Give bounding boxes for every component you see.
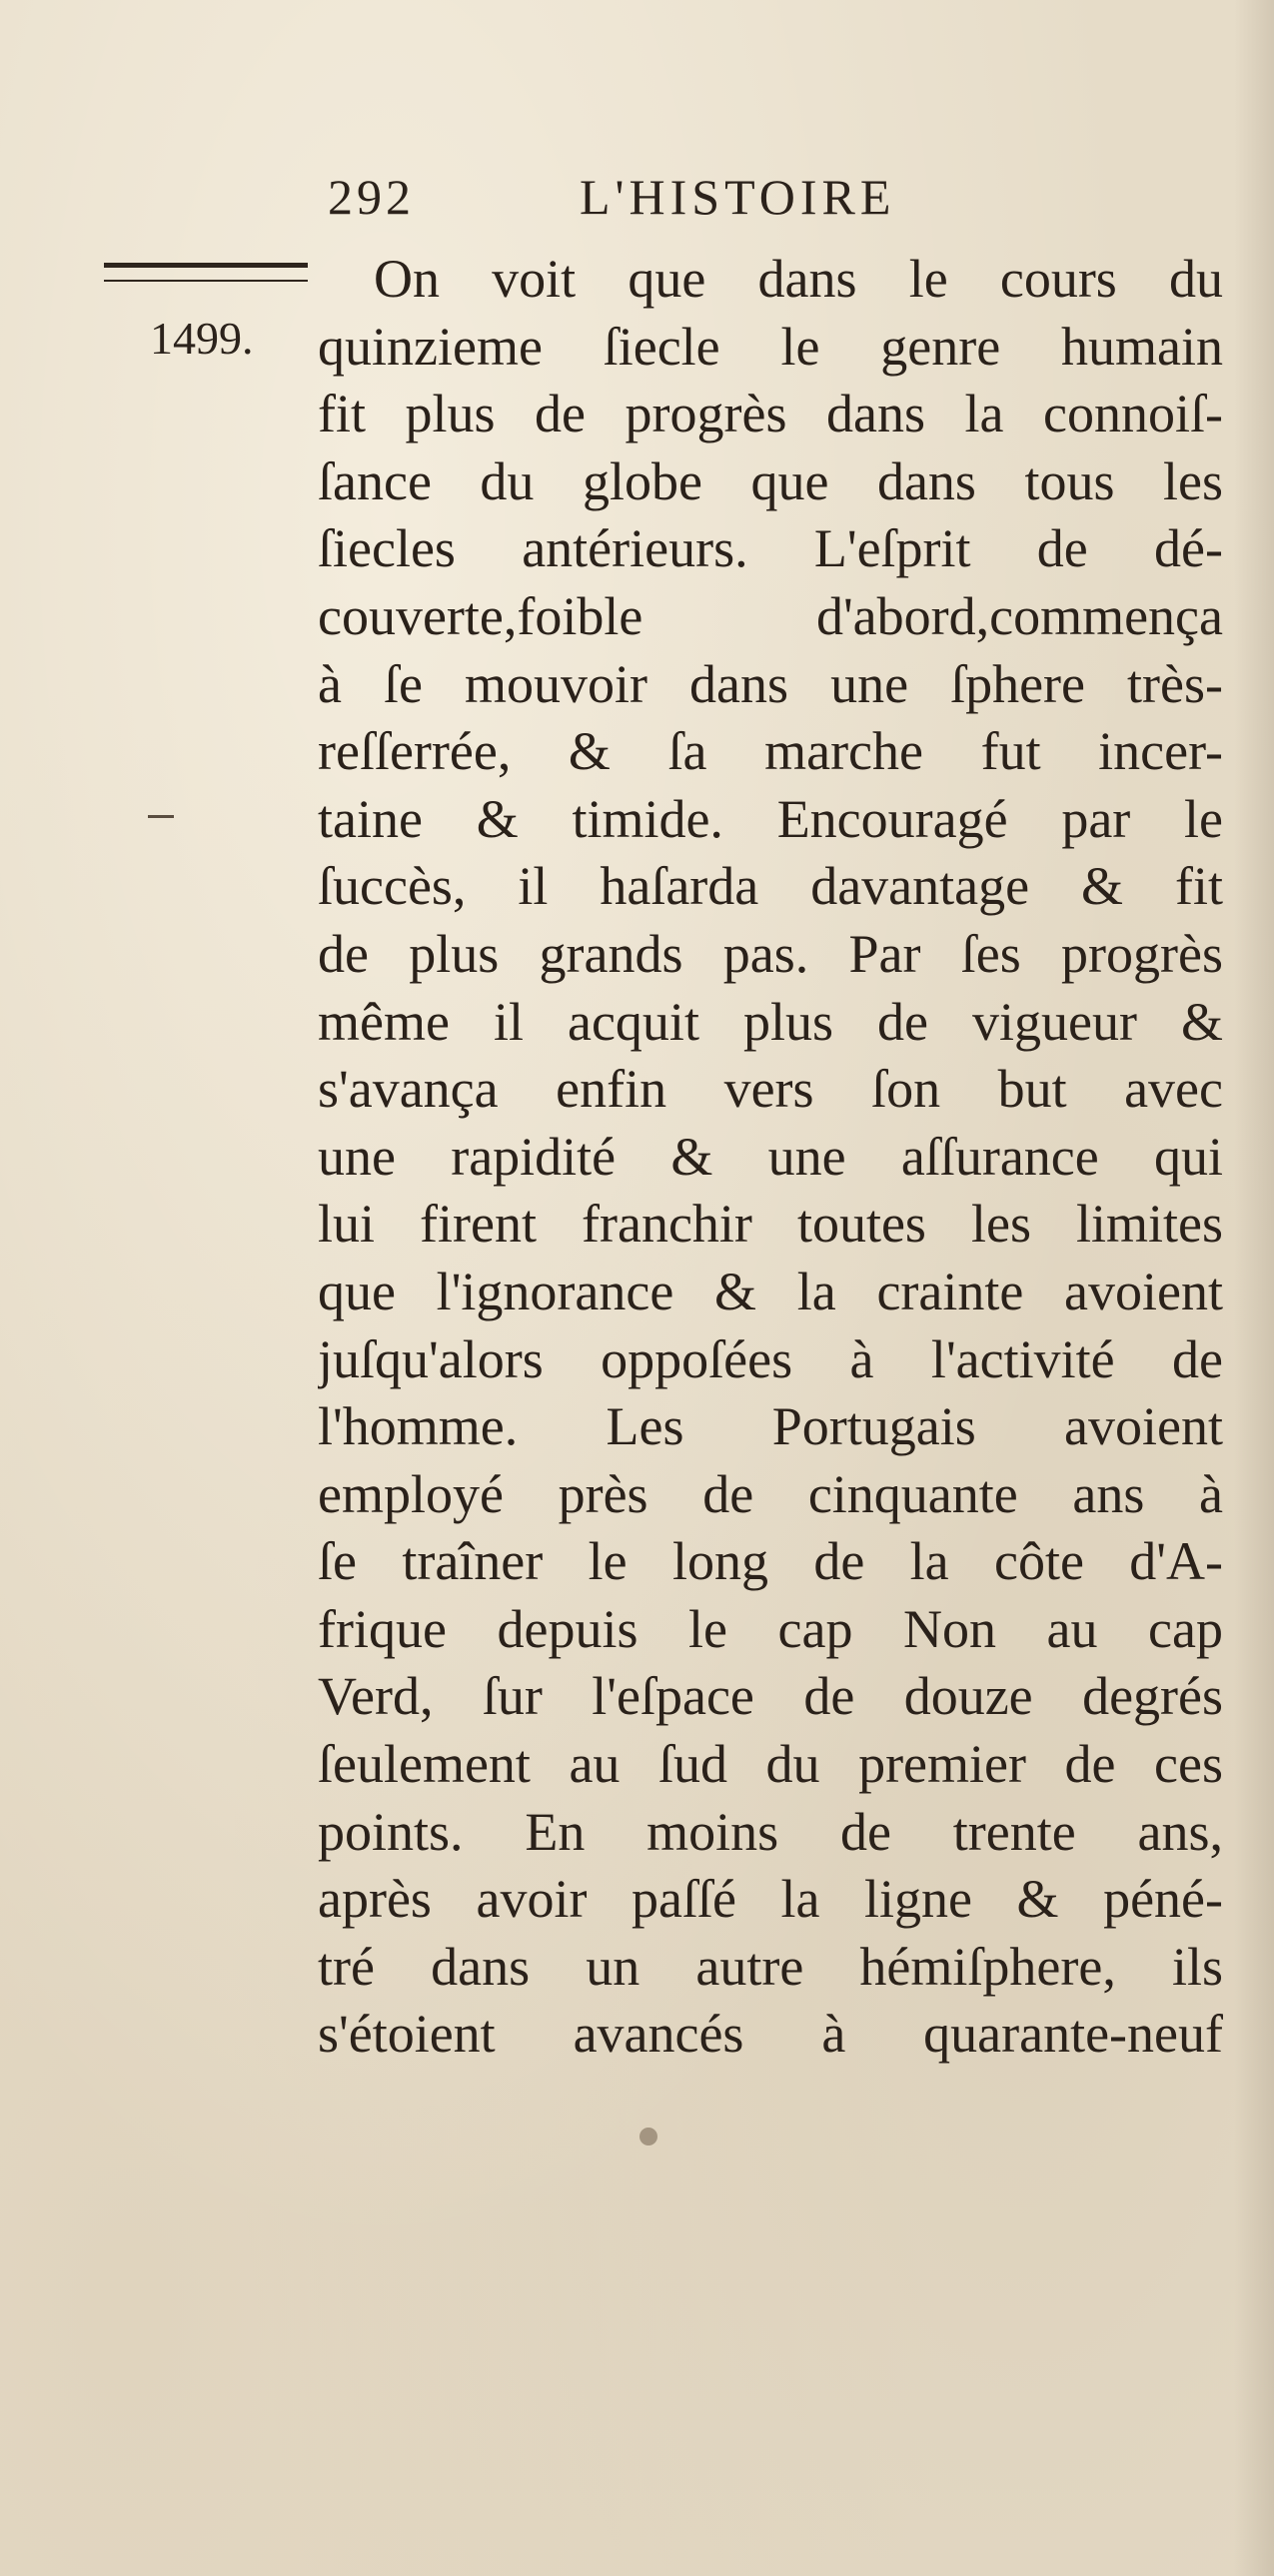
text-line: ſance du globe que dans tous les bbox=[318, 450, 1223, 511]
ink-spot-ornament bbox=[639, 2128, 657, 2146]
text-line: même il acquit plus de vigueur & bbox=[318, 991, 1223, 1052]
text-line: On voit que dans le cours du bbox=[374, 249, 1223, 309]
text-line: fit plus de progrès dans la connoiſ- bbox=[318, 384, 1223, 444]
text-line: s'étoient avancés à quarante-neuf bbox=[318, 2004, 1223, 2065]
margin-year-note: 1499. bbox=[150, 313, 254, 364]
text-line: que l'ignorance & la crainte avoient bbox=[318, 1261, 1223, 1321]
margin-dash-mark bbox=[148, 815, 174, 818]
page-edge-shadow bbox=[1234, 0, 1274, 2576]
text-line: ſuccès, il haſarda davantage & fit bbox=[318, 856, 1223, 917]
page-header bbox=[328, 168, 1227, 238]
body-text bbox=[318, 246, 1223, 2069]
text-line: points. En moins de trente ans, bbox=[318, 1801, 1223, 1862]
text-line: couverte,foible d'abord,commença bbox=[318, 585, 1223, 646]
text-line: employé près de cinquante ans à bbox=[318, 1463, 1223, 1524]
text-line: juſqu'alors oppoſées à l'activité de bbox=[318, 1328, 1223, 1389]
text-line: une rapidité & une aſſurance qui bbox=[318, 1126, 1223, 1187]
text-line: quinzieme ſiecle le genre humain bbox=[318, 316, 1223, 377]
text-line: Verd, ſur l'eſpace de douze degrés bbox=[318, 1666, 1223, 1727]
text-line: lui firent franchir toutes les limites bbox=[318, 1194, 1223, 1255]
text-line: l'homme. Les Portugais avoient bbox=[318, 1396, 1223, 1457]
text-line: reſſerrée, & ſa marche fut incer- bbox=[318, 721, 1223, 782]
text-line: ſiecles antérieurs. L'eſprit de dé- bbox=[318, 518, 1223, 579]
running-title: L'HISTOIRE bbox=[580, 169, 896, 225]
text-line: taine & timide. Encouragé par le bbox=[318, 788, 1223, 849]
text-line: frique depuis le cap Non au cap bbox=[318, 1598, 1223, 1659]
text-line: à ſe mouvoir dans une ſphere très- bbox=[318, 653, 1223, 714]
text-line: de plus grands pas. Par ſes progrès bbox=[318, 923, 1223, 984]
page-number: 292 bbox=[328, 169, 415, 225]
text-line: ſe traîner le long de la côte d'A- bbox=[318, 1531, 1223, 1592]
text-line: après avoir paſſé la ligne & péné- bbox=[318, 1869, 1223, 1930]
text-line: ſeulement au ſud du premier de ces bbox=[318, 1734, 1223, 1795]
text-line: tré dans un autre hémiſphere, ils bbox=[318, 1936, 1223, 1997]
section-rule bbox=[104, 263, 308, 282]
text-line: s'avança enfin vers ſon but avec bbox=[318, 1059, 1223, 1120]
